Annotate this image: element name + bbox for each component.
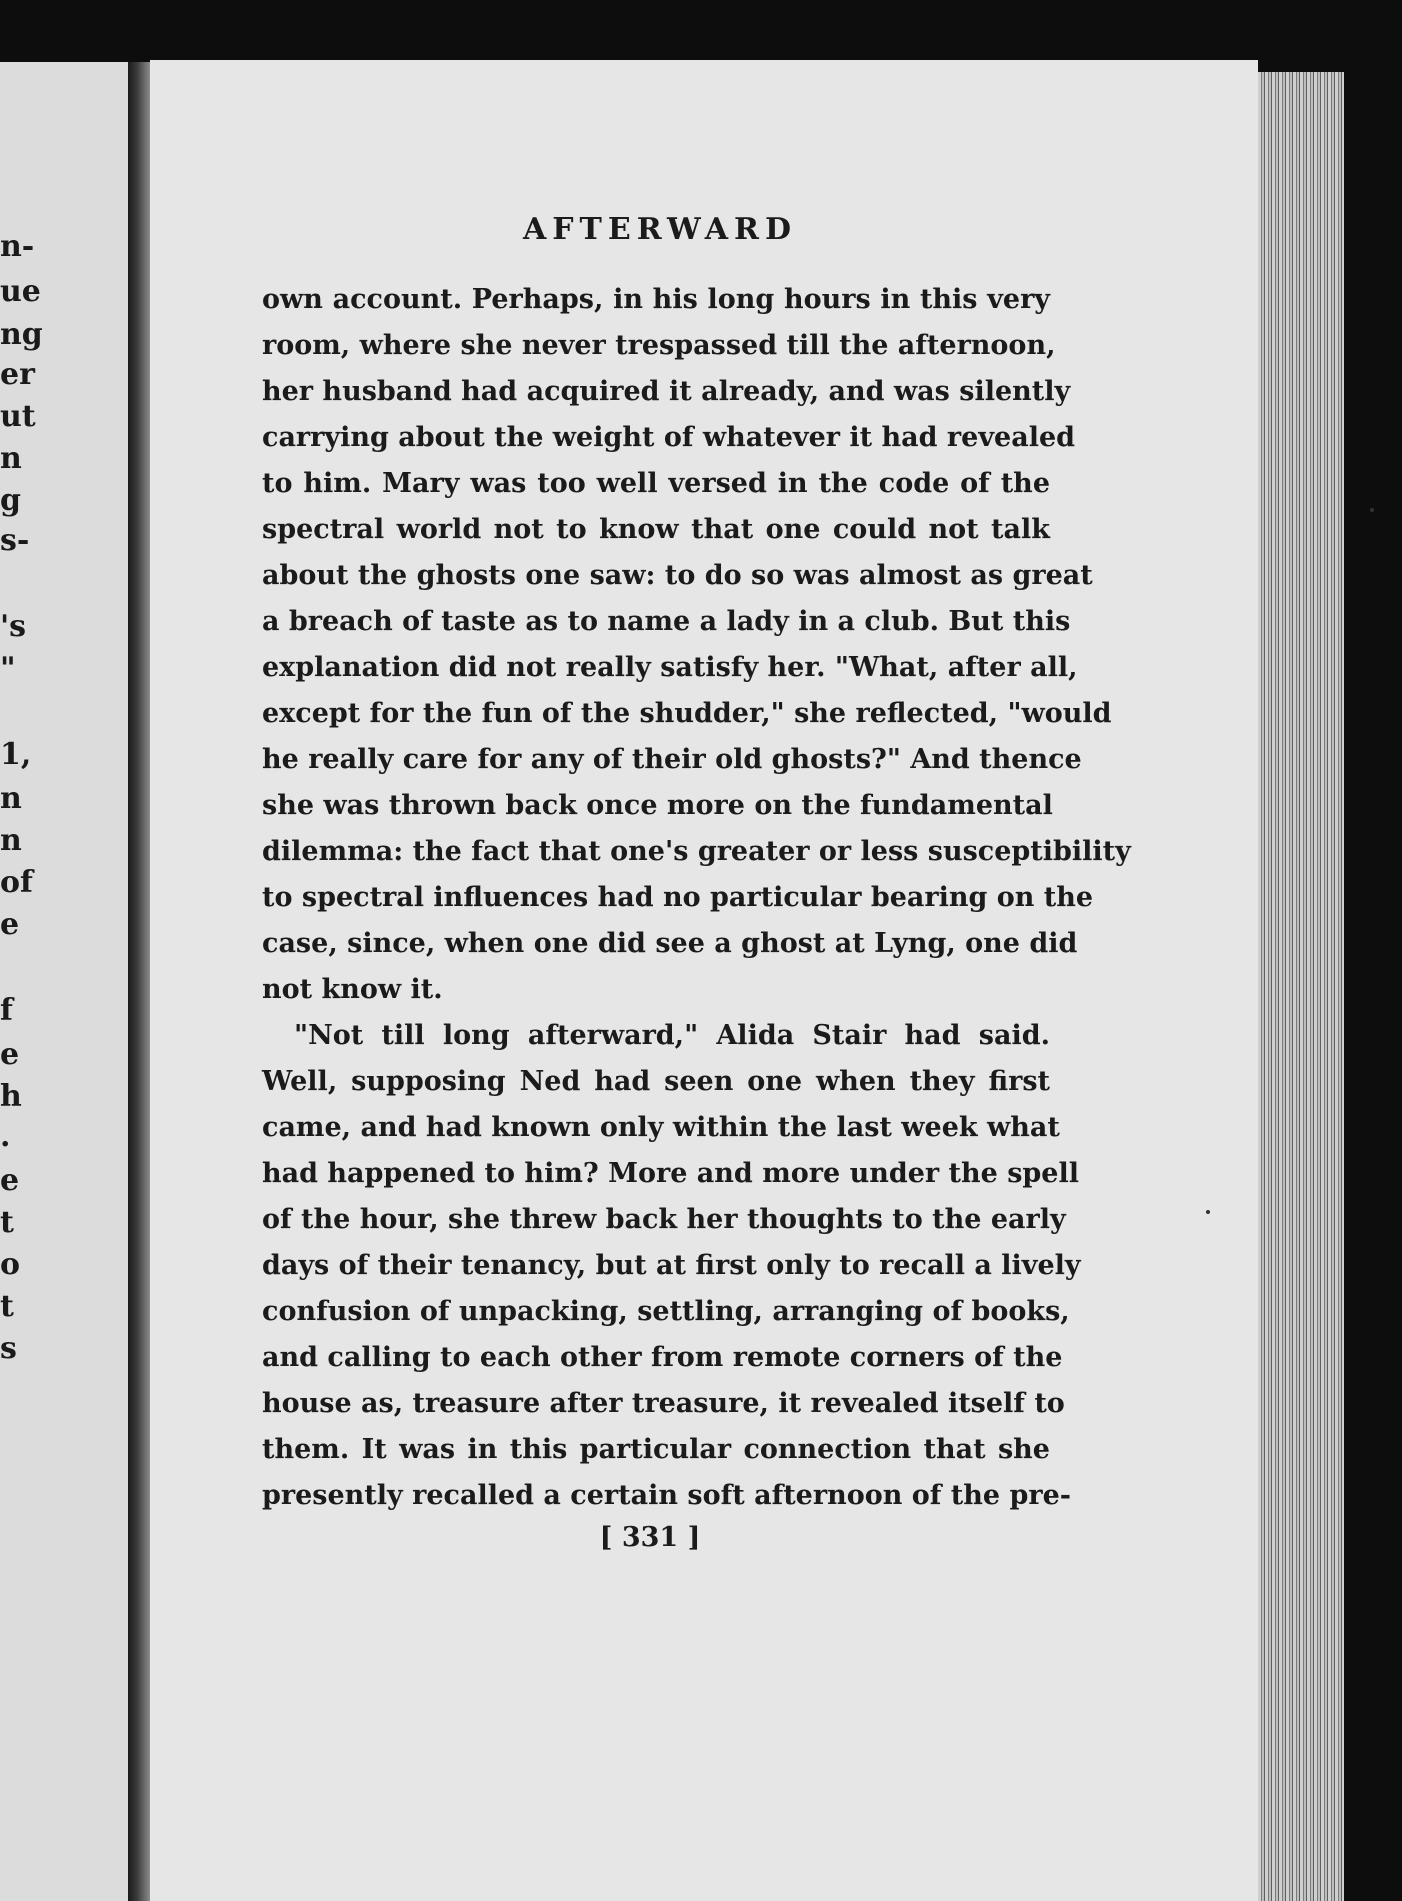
left-page-fragment: n- bbox=[0, 229, 35, 264]
text-line: confusion of unpacking, settling, arranging of books, bbox=[262, 1296, 1070, 1327]
left-page-fragment: ng bbox=[0, 317, 43, 352]
page-number bbox=[150, 1522, 1150, 1553]
text-line: a breach of taste as to name a lady in a club. But this bbox=[262, 606, 1071, 637]
text-line: of the hour, she threw back her thoughts to the early bbox=[262, 1204, 1066, 1235]
text-line: had happened to him? More and more under the spell bbox=[262, 1158, 1079, 1189]
left-page-fragment: 's bbox=[0, 609, 27, 644]
left-page-fragment: h bbox=[0, 1079, 22, 1114]
text-line: except for the fun of the shudder," she reflected, "would bbox=[262, 698, 1112, 729]
left-page-fragment: s- bbox=[0, 523, 30, 558]
left-page-fragment: t bbox=[0, 1205, 14, 1240]
text-line: house as, treasure after treasure, it revealed itself to bbox=[262, 1388, 1065, 1419]
text-line: her husband had acquired it already, and was silently bbox=[262, 376, 1071, 407]
text-line: spectral world not to know that one could not talk bbox=[262, 514, 1050, 545]
left-page-fragment: ue bbox=[0, 274, 41, 309]
running-head: AFTERWARD bbox=[522, 212, 798, 247]
left-page-fragment: o bbox=[0, 1247, 21, 1282]
dust-speck bbox=[1206, 1210, 1210, 1214]
left-page-edge bbox=[0, 62, 128, 1901]
left-page-fragment: f bbox=[0, 993, 13, 1028]
left-page-fragment: e bbox=[0, 1163, 20, 1198]
text-line: he really care for any of their old ghosts?" And thence bbox=[262, 744, 1082, 775]
left-page-fragment: t bbox=[0, 1289, 14, 1324]
left-page-fragment: er bbox=[0, 357, 35, 392]
text-line: room, where she never trespassed till the afternoon, bbox=[262, 330, 1056, 361]
left-page-fragment: s bbox=[0, 1331, 17, 1366]
left-page-fragment: n bbox=[0, 781, 22, 816]
left-page-fragment: . bbox=[0, 1119, 11, 1154]
text-line: "Not till long afterward," Alida Stair had said. bbox=[294, 1020, 1050, 1051]
left-page-fragment: of bbox=[0, 865, 33, 900]
left-page-fragment: " bbox=[0, 651, 16, 686]
text-line: Well, supposing Ned had seen one when they first bbox=[262, 1066, 1050, 1097]
text-line: she was thrown back once more on the fundamental bbox=[262, 790, 1053, 821]
text-line: presently recalled a certain soft afternoon of the pre- bbox=[262, 1480, 1071, 1511]
text-line: to him. Mary was too well versed in the code of the bbox=[262, 468, 1050, 499]
left-page-fragment: 1, bbox=[0, 737, 32, 772]
left-page-fragment: e bbox=[0, 1037, 20, 1072]
page-number-text: [ 331 ] bbox=[599, 1522, 701, 1553]
text-line: dilemma: the fact that one's greater or less susceptibility bbox=[262, 836, 1131, 867]
text-line: came, and had known only within the last week what bbox=[262, 1112, 1060, 1143]
left-page-fragment: ut bbox=[0, 399, 36, 434]
text-line: own account. Perhaps, in his long hours in this very bbox=[262, 284, 1050, 315]
text-line: to spectral influences had no particular bearing on the bbox=[262, 882, 1094, 913]
left-page-fragment: g bbox=[0, 483, 21, 518]
left-page-fragment: n bbox=[0, 823, 22, 858]
text-line: explanation did not really satisfy her. "What, after all, bbox=[262, 652, 1078, 683]
dust-speck bbox=[1370, 508, 1374, 512]
book-gutter bbox=[128, 62, 150, 1901]
page-block-edge bbox=[1258, 72, 1344, 1901]
text-line: carrying about the weight of whatever it had revealed bbox=[262, 422, 1076, 453]
text-line: not know it. bbox=[262, 974, 443, 1005]
left-page-fragment: n bbox=[0, 441, 22, 476]
background-shadow bbox=[1344, 72, 1402, 1901]
left-page-fragment: e bbox=[0, 907, 20, 942]
text-line: about the ghosts one saw: to do so was almost as great bbox=[262, 560, 1093, 591]
text-line: days of their tenancy, but at first only to recall a lively bbox=[262, 1250, 1081, 1281]
text-line: and calling to each other from remote corners of the bbox=[262, 1342, 1063, 1373]
text-line: them. It was in this particular connection that she bbox=[262, 1434, 1050, 1465]
text-line: case, since, when one did see a ghost at Lyng, one did bbox=[262, 928, 1078, 959]
body-text bbox=[262, 277, 1131, 1519]
